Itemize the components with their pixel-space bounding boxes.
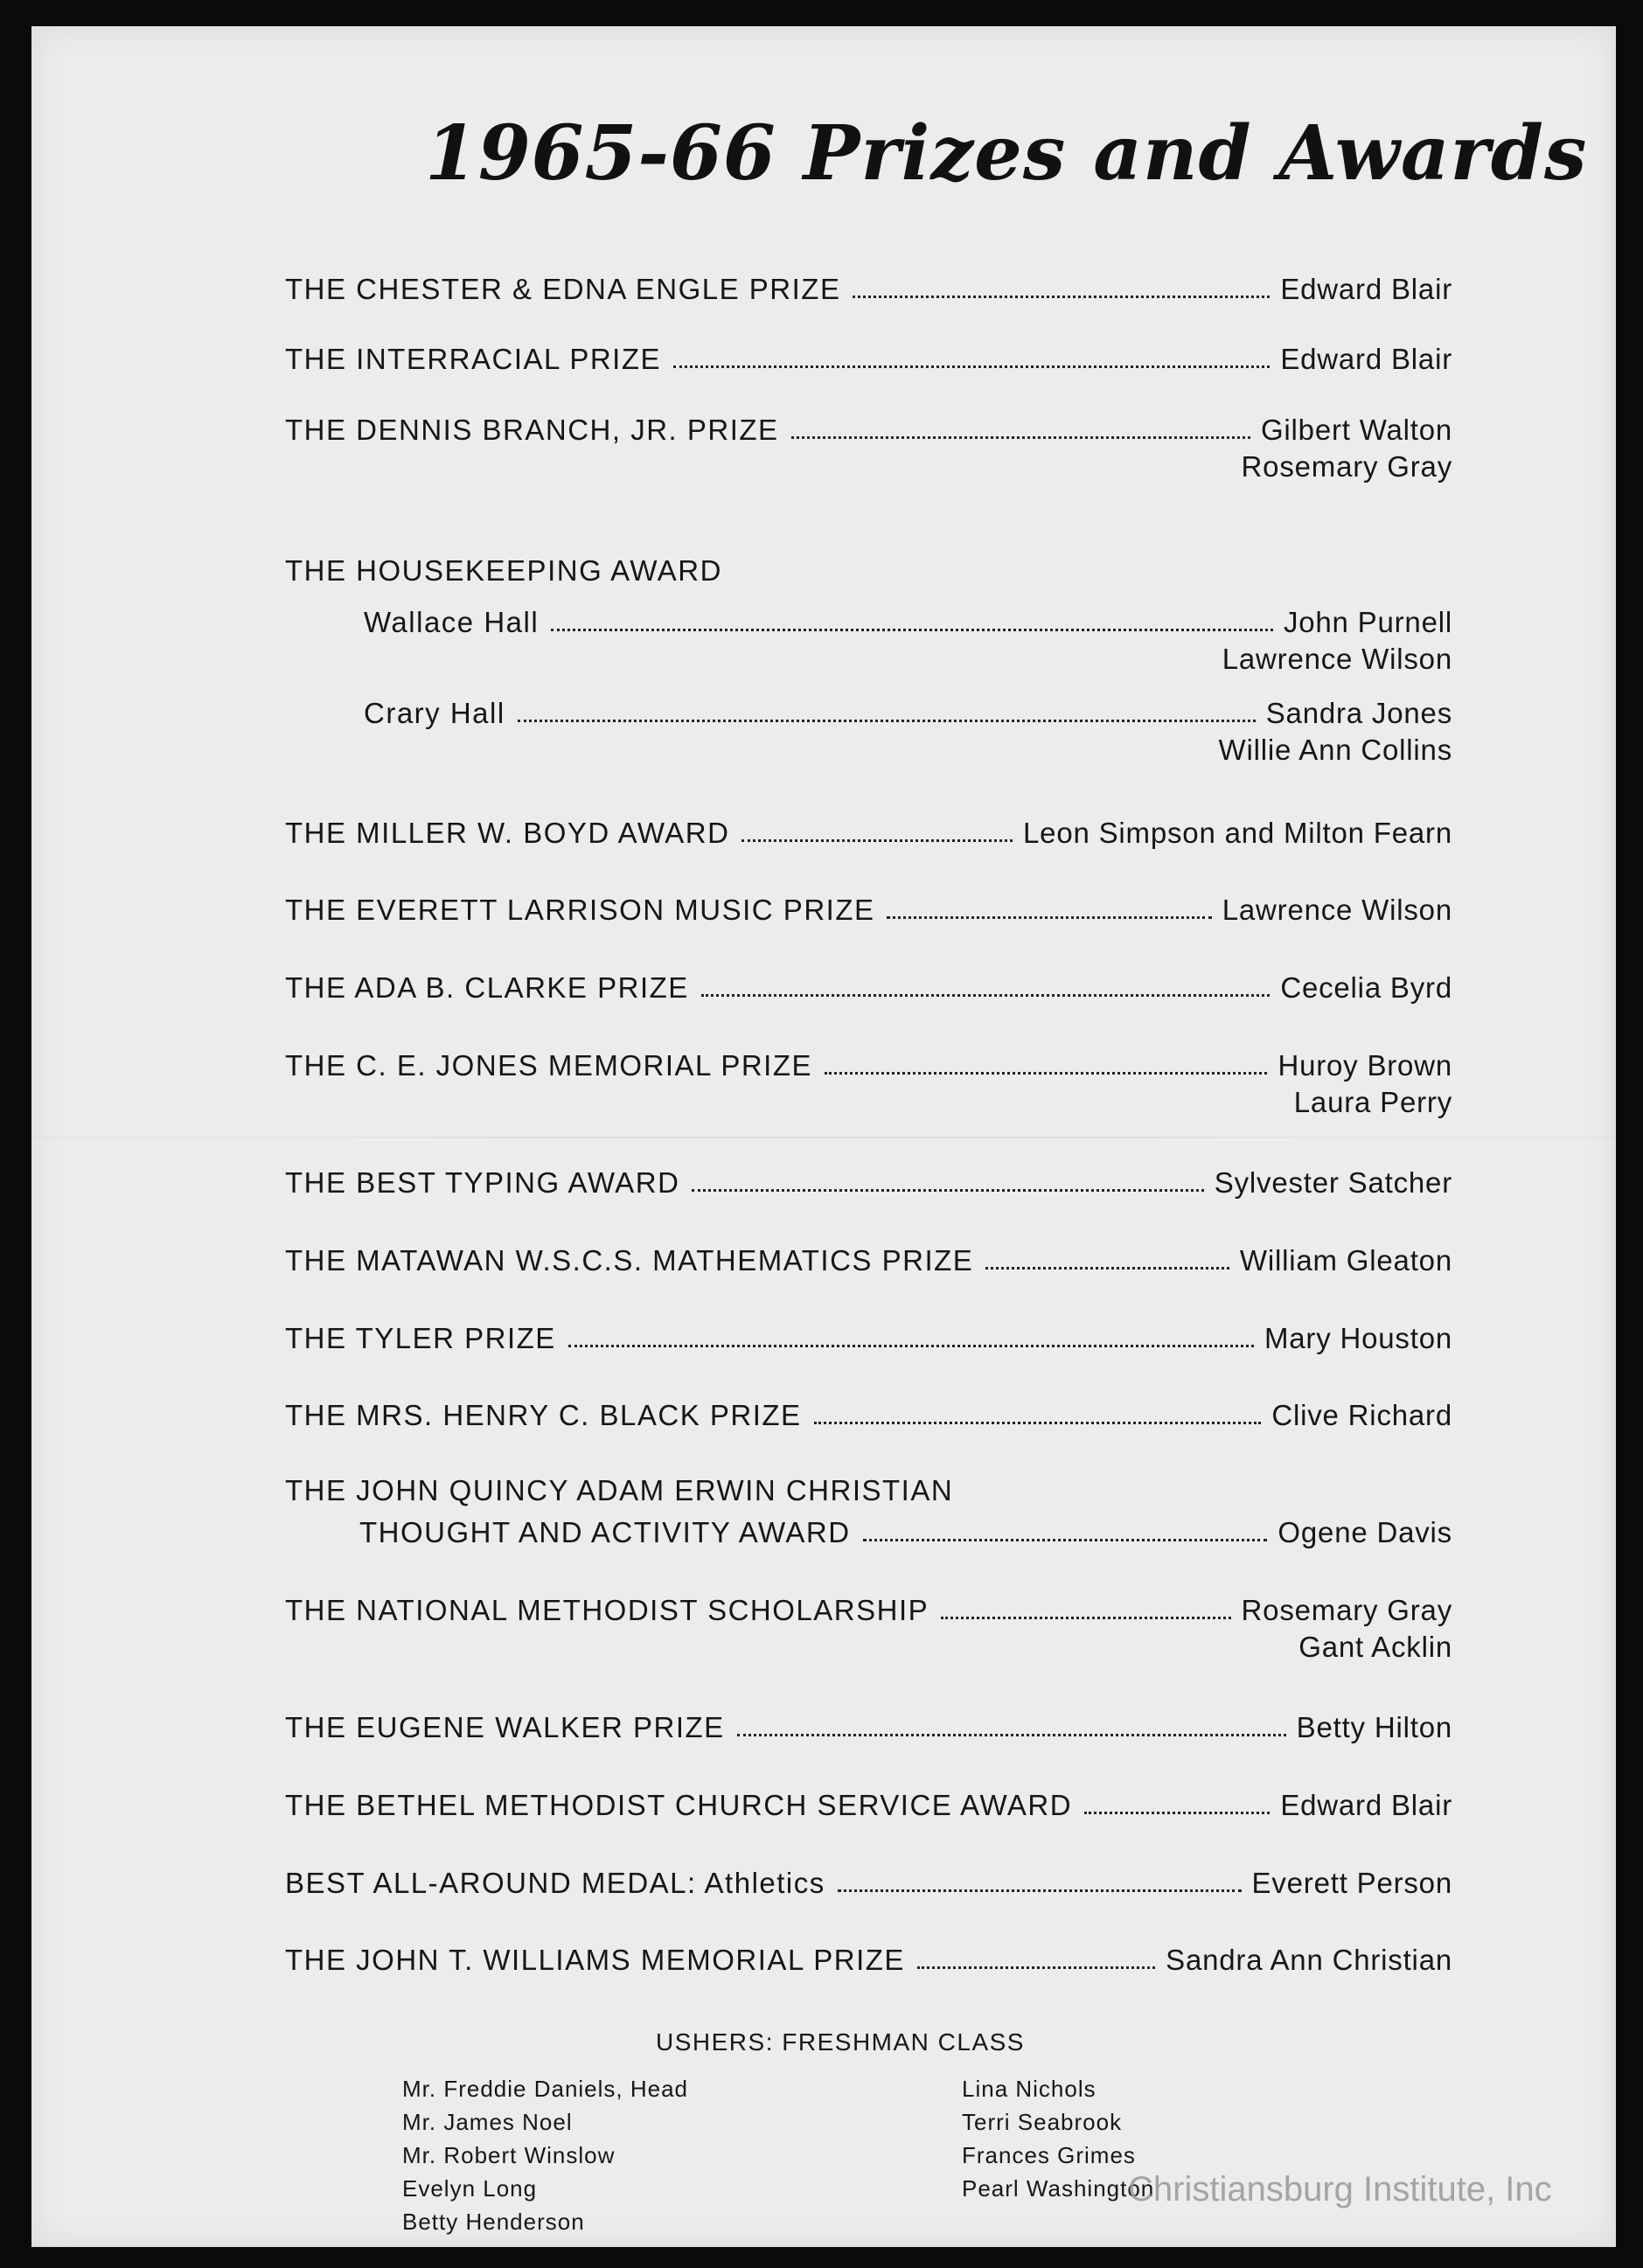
dot-leader	[863, 1539, 1268, 1541]
dot-leader	[737, 1734, 1286, 1736]
dot-leader	[825, 1072, 1267, 1075]
watermark: Christiansburg Institute, Inc	[1128, 2170, 1552, 2209]
award-winner: Everett Person	[1251, 1867, 1452, 1899]
award-name: THE DENNIS BRANCH, JR. PRIZE	[285, 414, 779, 446]
award-entry	[285, 1861, 1452, 1900]
ushers-heading: USHERS: FRESHMAN CLASS	[656, 2028, 1025, 2056]
award-winner: Huroy Brown	[1278, 1049, 1452, 1082]
award-name: THE C. E. JONES MEMORIAL PRIZE	[285, 1049, 813, 1082]
award-winner-second: Rosemary Gray	[1241, 450, 1452, 483]
award-subentry	[364, 600, 1452, 678]
award-winner-second: Gant Acklin	[1298, 1631, 1452, 1663]
award-name: THE HOUSEKEEPING AWARD	[285, 554, 722, 587]
dot-leader	[941, 1617, 1230, 1619]
award-winner: Edward Blair	[1280, 343, 1452, 375]
dot-leader	[741, 839, 1013, 842]
award-winner-second: Willie Ann Collins	[1218, 734, 1452, 766]
dot-leader	[1084, 1812, 1270, 1814]
ushers-list-right	[962, 2072, 1154, 2205]
usher-name: Frances Grimes	[962, 2142, 1136, 2168]
award-entry	[285, 1783, 1452, 1822]
award-entry	[285, 407, 1452, 486]
award-winner: Leon Simpson and Milton Fearn	[1023, 817, 1452, 849]
award-heading	[285, 551, 1452, 590]
dot-leader	[518, 720, 1256, 722]
usher-name: Evelyn Long	[402, 2175, 538, 2202]
award-entry	[285, 1043, 1452, 1122]
award-entry	[285, 965, 1452, 1005]
dot-leader	[887, 916, 1211, 919]
usher-name: Betty Henderson	[402, 2209, 585, 2235]
dot-leader	[551, 629, 1273, 631]
usher-name: Terri Seabrook	[962, 2109, 1123, 2135]
award-entry	[285, 1471, 1452, 1549]
dot-leader	[838, 1889, 1242, 1892]
award-name: THE BEST TYPING AWARD	[285, 1166, 680, 1199]
usher-name: Lina Nichols	[962, 2076, 1096, 2102]
program-sheet	[31, 26, 1616, 2247]
award-winner: Betty Hilton	[1296, 1711, 1452, 1743]
award-name: BEST ALL-AROUND MEDAL: Athletics	[285, 1867, 825, 1899]
award-winner: Lawrence Wilson	[1222, 894, 1452, 926]
award-entry	[285, 1316, 1452, 1355]
award-name: THE INTERRACIAL PRIZE	[285, 343, 661, 375]
award-winner: Mary Houston	[1264, 1322, 1452, 1354]
award-name: THE MRS. HENRY C. BLACK PRIZE	[285, 1399, 802, 1431]
award-winner: Rosemary Gray	[1241, 1594, 1452, 1626]
award-name: THE EVERETT LARRISON MUSIC PRIZE	[285, 894, 875, 926]
award-entry	[285, 1393, 1452, 1432]
award-winner: Clive Richard	[1271, 1399, 1452, 1431]
award-winner: Edward Blair	[1280, 273, 1452, 305]
dot-leader	[853, 296, 1270, 298]
award-entry	[285, 337, 1452, 376]
award-entry	[285, 1238, 1452, 1277]
dot-leader	[701, 994, 1271, 997]
award-winner: William Gleaton	[1239, 1244, 1452, 1277]
award-winner-second: Laura Perry	[1293, 1086, 1452, 1118]
award-name: THE TYLER PRIZE	[285, 1322, 556, 1354]
award-winner: Edward Blair	[1280, 1789, 1452, 1821]
award-winner: Sandra Jones	[1265, 697, 1452, 729]
usher-name: Mr. Robert Winslow	[402, 2142, 616, 2168]
award-name: Crary Hall	[364, 697, 505, 729]
award-name: THE EUGENE WALKER PRIZE	[285, 1711, 725, 1743]
dot-leader	[814, 1422, 1262, 1424]
award-name: THE ADA B. CLARKE PRIZE	[285, 971, 689, 1004]
page-title: 1965-66 Prizes and Awards	[425, 109, 1588, 198]
award-entry	[285, 1938, 1452, 1977]
award-name-continued: THOUGHT AND ACTIVITY AWARD	[359, 1516, 851, 1548]
award-winner: John Purnell	[1283, 606, 1452, 638]
dot-leader	[692, 1189, 1203, 1192]
award-entry	[285, 810, 1452, 850]
fold-crease	[31, 1137, 1616, 1138]
usher-name: Mr. Freddie Daniels, Head	[402, 2076, 689, 2102]
usher-name: Pearl Washington	[962, 2175, 1155, 2202]
award-entry	[285, 1160, 1452, 1200]
award-winner: Cecelia Byrd	[1280, 971, 1452, 1004]
award-entry	[285, 1588, 1452, 1666]
dot-leader	[673, 365, 1270, 368]
award-winner: Sylvester Satcher	[1214, 1166, 1452, 1199]
dot-leader	[791, 436, 1250, 439]
award-entry	[285, 887, 1452, 927]
award-name: THE CHESTER & EDNA ENGLE PRIZE	[285, 273, 841, 305]
award-name: Wallace Hall	[364, 606, 540, 638]
award-name: THE MILLER W. BOYD AWARD	[285, 817, 730, 849]
dot-leader	[917, 1966, 1155, 1969]
award-name: THE BETHEL METHODIST CHURCH SERVICE AWARD	[285, 1789, 1073, 1821]
award-winner: Ogene Davis	[1278, 1516, 1452, 1548]
dot-leader	[568, 1345, 1254, 1347]
award-winner: Gilbert Walton	[1260, 414, 1452, 446]
dot-leader	[985, 1267, 1229, 1270]
award-name: THE JOHN T. WILLIAMS MEMORIAL PRIZE	[285, 1944, 905, 1976]
award-subentry	[364, 691, 1452, 769]
usher-name: Mr. James Noel	[402, 2109, 573, 2135]
award-name: THE JOHN QUINCY ADAM ERWIN CHRISTIAN	[285, 1474, 954, 1506]
award-winner-second: Lawrence Wilson	[1222, 643, 1452, 675]
award-entry	[285, 267, 1452, 306]
award-winner: Sandra Ann Christian	[1166, 1944, 1452, 1976]
ushers-list-left	[402, 2072, 688, 2238]
award-entry	[285, 1705, 1452, 1744]
award-name: THE NATIONAL METHODIST SCHOLARSHIP	[285, 1594, 929, 1626]
award-name: THE MATAWAN W.S.C.S. MATHEMATICS PRIZE	[285, 1244, 974, 1277]
